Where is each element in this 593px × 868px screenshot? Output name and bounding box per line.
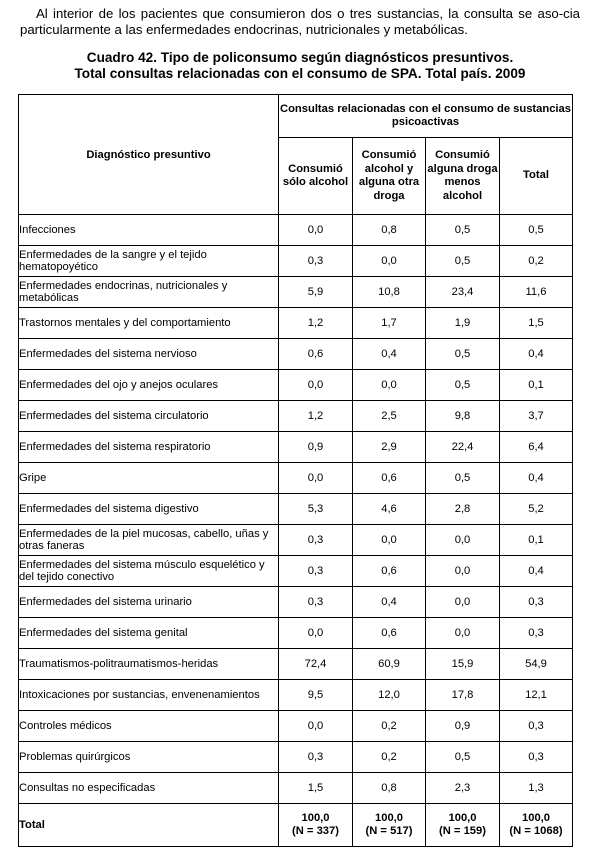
row-value: 9,8: [426, 401, 500, 432]
table-row: [19, 742, 573, 773]
row-label: Enfermedades del sistema circulatorio: [19, 401, 279, 432]
row-value: 22,4: [426, 432, 500, 463]
row-value: 0,2: [353, 742, 426, 773]
table-row: [19, 277, 573, 308]
row-value: 0,0: [353, 246, 426, 277]
row-value: 0,0: [279, 370, 353, 401]
total-count: (N = 1068): [509, 825, 563, 837]
row-value: 1,2: [279, 308, 353, 339]
row-value: 0,2: [353, 711, 426, 742]
total-count: (N = 159): [439, 825, 486, 837]
table-row: [19, 432, 573, 463]
row-value: 5,9: [279, 277, 353, 308]
row-label: Enfermedades del sistema genital: [19, 618, 279, 649]
row-value: 0,6: [279, 339, 353, 370]
total-percent: 100,0: [448, 812, 477, 824]
row-value: 2,3: [426, 773, 500, 804]
table-row: [19, 773, 573, 804]
total-count: (N = 337): [292, 825, 339, 837]
row-value: 0,0: [426, 525, 500, 556]
row-value: 1,9: [426, 308, 500, 339]
row-value: 0,0: [279, 618, 353, 649]
row-value: 0,9: [426, 711, 500, 742]
row-value: 1,3: [500, 773, 573, 804]
row-label: Enfermedades del sistema nervioso: [19, 339, 279, 370]
row-value: 0,4: [353, 587, 426, 618]
row-value: 12,0: [353, 680, 426, 711]
header-col-alcohol-otra-droga: Consumió alcohol y alguna otra droga: [353, 138, 426, 215]
intro-paragraph: Al interior de los pacientes que consumieron dos o tres sustancias, la consulta se aso-cia particularmente a las enfermedades endocrinas, nutricionales y metabólicas.: [20, 6, 580, 37]
row-label: Gripe: [19, 463, 279, 494]
table-row: [19, 370, 573, 401]
row-value: 0,0: [279, 463, 353, 494]
table-row: [19, 308, 573, 339]
row-value: 0,0: [426, 556, 500, 587]
row-value: 0,2: [500, 246, 573, 277]
row-value: 17,8: [426, 680, 500, 711]
table-row: [19, 401, 573, 432]
row-value: 0,3: [279, 587, 353, 618]
caption-line-2: Total consultas relacionadas con el consumo de SPA. Total país. 2009: [74, 65, 526, 81]
total-cell: [500, 804, 573, 847]
table-caption: [20, 50, 580, 81]
row-value: 0,5: [426, 742, 500, 773]
total-label: Total: [19, 804, 279, 847]
row-value: 0,3: [279, 246, 353, 277]
row-value: 0,4: [500, 463, 573, 494]
header-group-consultas: Consultas relacionadas con el consumo de sustancias psicoactivas: [279, 95, 573, 138]
table-row: [19, 618, 573, 649]
header-col-solo-alcohol: Consumió sólo alcohol: [279, 138, 353, 215]
row-value: 1,5: [500, 308, 573, 339]
row-value: 11,6: [500, 277, 573, 308]
row-value: 0,3: [500, 742, 573, 773]
row-value: 0,3: [279, 742, 353, 773]
row-value: 2,5: [353, 401, 426, 432]
row-value: 0,5: [426, 215, 500, 246]
row-value: 0,6: [353, 556, 426, 587]
total-percent: 100,0: [301, 812, 330, 824]
row-value: 3,7: [500, 401, 573, 432]
row-value: 5,2: [500, 494, 573, 525]
table-row: [19, 215, 573, 246]
row-value: 0,1: [500, 370, 573, 401]
row-value: 0,0: [353, 525, 426, 556]
header-row-group: [19, 95, 573, 138]
row-value: 2,9: [353, 432, 426, 463]
row-value: 5,3: [279, 494, 353, 525]
total-row: [19, 804, 573, 847]
row-value: 1,7: [353, 308, 426, 339]
table-row: [19, 556, 573, 587]
table-row: [19, 246, 573, 277]
policonsumo-table: [18, 94, 573, 847]
row-value: 0,8: [353, 215, 426, 246]
row-value: 1,2: [279, 401, 353, 432]
row-value: 0,5: [500, 215, 573, 246]
row-value: 0,0: [279, 711, 353, 742]
table-row: [19, 494, 573, 525]
row-value: 54,9: [500, 649, 573, 680]
row-label: Infecciones: [19, 215, 279, 246]
row-label: Traumatismos-politraumatismos-heridas: [19, 649, 279, 680]
row-label: Enfermedades del sistema músculo esquelético y del tejido conectivo: [19, 556, 279, 587]
header-col-total: Total: [500, 138, 573, 215]
row-value: 0,0: [279, 215, 353, 246]
row-value: 0,5: [426, 463, 500, 494]
row-value: 60,9: [353, 649, 426, 680]
header-col-droga-menos-alcohol: Consumió alguna droga menos alcohol: [426, 138, 500, 215]
row-value: 0,3: [500, 618, 573, 649]
header-diagnostico: Diagnóstico presuntivo: [19, 95, 279, 215]
caption-line-1: Cuadro 42. Tipo de policonsumo según diagnósticos presuntivos.: [86, 50, 514, 65]
row-value: 9,5: [279, 680, 353, 711]
row-label: Controles médicos: [19, 711, 279, 742]
table-row: [19, 587, 573, 618]
row-label: Enfermedades de la piel mucosas, cabello, uñas y otras faneras: [19, 525, 279, 556]
row-value: 2,8: [426, 494, 500, 525]
row-value: 0,3: [279, 525, 353, 556]
total-percent: 100,0: [375, 812, 403, 824]
row-value: 0,3: [279, 556, 353, 587]
row-value: 6,4: [500, 432, 573, 463]
total-cell: [353, 804, 426, 847]
row-label: Intoxicaciones por sustancias, envenenamientos: [19, 680, 279, 711]
total-count: (N = 517): [365, 825, 413, 837]
row-value: 0,0: [353, 370, 426, 401]
table-row: [19, 339, 573, 370]
row-value: 0,5: [426, 370, 500, 401]
row-label: Trastornos mentales y del comportamiento: [19, 308, 279, 339]
table-row: [19, 463, 573, 494]
row-value: 23,4: [426, 277, 500, 308]
row-value: 0,3: [500, 587, 573, 618]
row-value: 4,6: [353, 494, 426, 525]
total-cell: [279, 804, 353, 847]
row-value: 0,0: [426, 587, 500, 618]
row-value: 0,9: [279, 432, 353, 463]
row-value: 0,6: [353, 618, 426, 649]
table-row: [19, 525, 573, 556]
row-value: 0,0: [426, 618, 500, 649]
table-row: [19, 711, 573, 742]
table-body: [19, 215, 573, 847]
row-value: 72,4: [279, 649, 353, 680]
row-label: Consultas no especificadas: [19, 773, 279, 804]
row-value: 0,5: [426, 339, 500, 370]
row-value: 0,8: [353, 773, 426, 804]
row-value: 0,3: [500, 711, 573, 742]
row-value: 1,5: [279, 773, 353, 804]
table-row: [19, 649, 573, 680]
total-cell: [426, 804, 500, 847]
row-value: 10,8: [353, 277, 426, 308]
row-value: 0,6: [353, 463, 426, 494]
row-value: 0,4: [500, 339, 573, 370]
row-label: Enfermedades endocrinas, nutricionales y metabólicas: [19, 277, 279, 308]
table-row: [19, 680, 573, 711]
row-value: 0,1: [500, 525, 573, 556]
total-percent: 100,0: [522, 812, 550, 824]
row-label: Enfermedades del sistema digestivo: [19, 494, 279, 525]
row-value: 12,1: [500, 680, 573, 711]
row-label: Enfermedades de la sangre y el tejido hematopoyético: [19, 246, 279, 277]
row-label: Enfermedades del sistema respiratorio: [19, 432, 279, 463]
row-label: Enfermedades del ojo y anejos oculares: [19, 370, 279, 401]
row-value: 0,4: [500, 556, 573, 587]
row-label: Enfermedades del sistema urinario: [19, 587, 279, 618]
row-value: 15,9: [426, 649, 500, 680]
row-value: 0,4: [353, 339, 426, 370]
row-label: Problemas quirúrgicos: [19, 742, 279, 773]
row-value: 0,5: [426, 246, 500, 277]
